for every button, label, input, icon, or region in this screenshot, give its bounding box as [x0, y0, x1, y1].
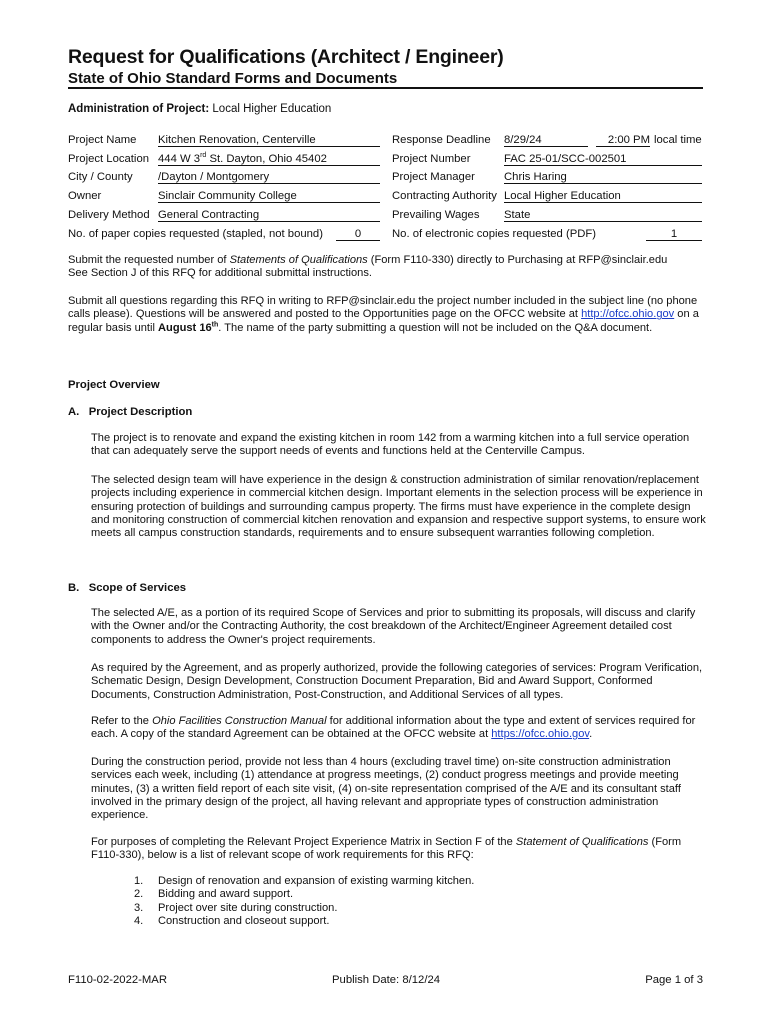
- response-deadline-suffix: local time: [654, 134, 702, 146]
- description-paragraph-2: The selected design team will have experience in the design & construction administration of similar renovation/replacement projects including experience in commercial kitchen design. Important elements in the selection process will be experience in ensuring protection of buildings and surrounding campus property. The firms must have experience in the complete design and monitoring construction of commercial kitchen renovation and expansion and respective support systems, to ensure work meets all campus construction standards, requirements and to ensure subsequent warranties following completion.: [91, 474, 706, 540]
- prevailing-wages-value: State: [504, 209, 702, 222]
- footer-form-number: F110-02-2022-MAR: [68, 974, 167, 986]
- page-subtitle: State of Ohio Standard Forms and Documents: [68, 70, 398, 87]
- project-manager-value: Chris Haring: [504, 171, 702, 184]
- scope-paragraph-3: Refer to the Ohio Facilities Construction Manual for additional information about the type and extent of services required for each. A copy of the standard Agreement can be obtained at the OFCC website at https://ofcc.ohio.gov.: [91, 715, 696, 741]
- project-name-value: Kitchen Renovation, Centerville: [158, 134, 380, 147]
- project-location-value: 444 W 3rd St. Dayton, Ohio 45402: [158, 153, 380, 166]
- ofcc-manual-link[interactable]: https://ofcc.ohio.gov: [491, 728, 590, 741]
- header-rule: [68, 87, 703, 89]
- description-paragraph-1: The project is to renovate and expand the existing kitchen in room 142 from a warming kitchen into a full service operation that can adequately serve the support needs of events and functions held at the Centerville Campus.: [91, 432, 690, 458]
- city-county-value: /Dayton / Montgomery: [158, 171, 380, 184]
- scope-paragraph-1: The selected A/E, as a portion of its required Scope of Services and prior to submitting its proposals, will discuss and clarify with the Owner and/or the Contracting Authority, the cost breakdown of the Architect/Engineer Agreement detailed cost components to address the Owner's project requirements.: [91, 607, 696, 646]
- administration-label: Administration of Project:: [68, 103, 210, 115]
- list-item: 2. Bidding and award support.: [134, 888, 294, 901]
- submittal-paragraph: Submit the requested number of Statements of Qualifications (Form F110-330) directly to Purchasing at RFP@sinclair.edu See Section J of this RFQ for additional submittal instructions.: [68, 254, 668, 280]
- delivery-method-value: General Contracting: [158, 209, 380, 222]
- list-item: 4. Construction and closeout support.: [134, 914, 330, 927]
- administration-value: Local Higher Education: [212, 103, 332, 115]
- scope-paragraph-4: During the construction period, provide not less than 4 hours (excluding travel time) on-site construction administration services each week, including (1) attendance at progress meetings, (2) conduct progress meetings and provide meeting minutes, (3) a written field report of each site visit, (4) on-site representation comprised of the A/E and its consultant staff involved in the primary design of the project, all having relevant and appropriate types of construction administration experience.: [91, 756, 681, 822]
- project-name-label: Project Name: [68, 134, 137, 146]
- electronic-copies-label: No. of electronic copies requested (PDF): [392, 228, 597, 240]
- city-county-label: City / County: [68, 171, 133, 183]
- list-item: 3. Project over site during construction.: [134, 901, 338, 914]
- response-deadline-date: 8/29/24: [504, 134, 588, 147]
- project-number-label: Project Number: [392, 153, 471, 165]
- ofcc-link[interactable]: http://ofcc.ohio.gov: [581, 308, 675, 321]
- project-number-value: FAC 25-01/SCC-002501: [504, 153, 702, 166]
- administration-line: [68, 103, 331, 115]
- prevailing-wages-label: Prevailing Wages: [392, 209, 480, 221]
- response-deadline-label: Response Deadline: [392, 134, 491, 146]
- contracting-authority-value: Local Higher Education: [504, 190, 702, 203]
- owner-value: Sinclair Community College: [158, 190, 380, 203]
- scope-of-services-heading: B. Scope of Services: [68, 582, 187, 594]
- questions-paragraph: Submit all questions regarding this RFQ in writing to RFP@sinclair.edu the project number included in the subject line (no phone calls please). Questions will be answered and posted to the Opportunities page on the OFCC website at http://ofcc.ohio.gov on a regular basis until August 16th. The name of the party submitting a question will not be included on the Q&A document.: [68, 295, 699, 334]
- delivery-method-label: Delivery Method: [68, 209, 150, 221]
- paper-copies-value: 0: [336, 228, 380, 241]
- project-manager-label: Project Manager: [392, 171, 475, 183]
- project-description-heading: A. Project Description: [68, 406, 193, 418]
- electronic-copies-value: 1: [646, 228, 702, 241]
- scope-paragraph-5: For purposes of completing the Relevant Project Experience Matrix in Section F of the Statement of Qualifications (Form F110-330), below is a list of relevant scope of work requirements for this RFQ:: [91, 836, 682, 862]
- footer-page-number: Page 1 of 3: [645, 974, 703, 986]
- project-location-label: Project Location: [68, 153, 150, 165]
- overview-heading: Project Overview: [68, 379, 160, 391]
- paper-copies-label: No. of paper copies requested (stapled, not bound): [68, 228, 323, 240]
- scope-requirements-list: [134, 875, 474, 928]
- scope-paragraph-2: As required by the Agreement, and as properly authorized, provide the following categories of services: Program Verification, Schematic Design, Design Development, Construction Document Preparation, Bid and Award Support, Conformed Documents, Construction Administration, Post-Construction, and Additional Services of all types.: [91, 662, 703, 701]
- list-item: 1. Design of renovation and expansion of existing warming kitchen.: [134, 875, 475, 887]
- page-title: Request for Qualifications (Architect / Engineer): [68, 46, 504, 68]
- contracting-authority-label: Contracting Authority: [392, 190, 497, 202]
- response-deadline-time: 2:00 PM: [596, 134, 650, 147]
- owner-label: Owner: [68, 190, 102, 202]
- footer-publish-date: Publish Date: 8/12/24: [332, 974, 441, 986]
